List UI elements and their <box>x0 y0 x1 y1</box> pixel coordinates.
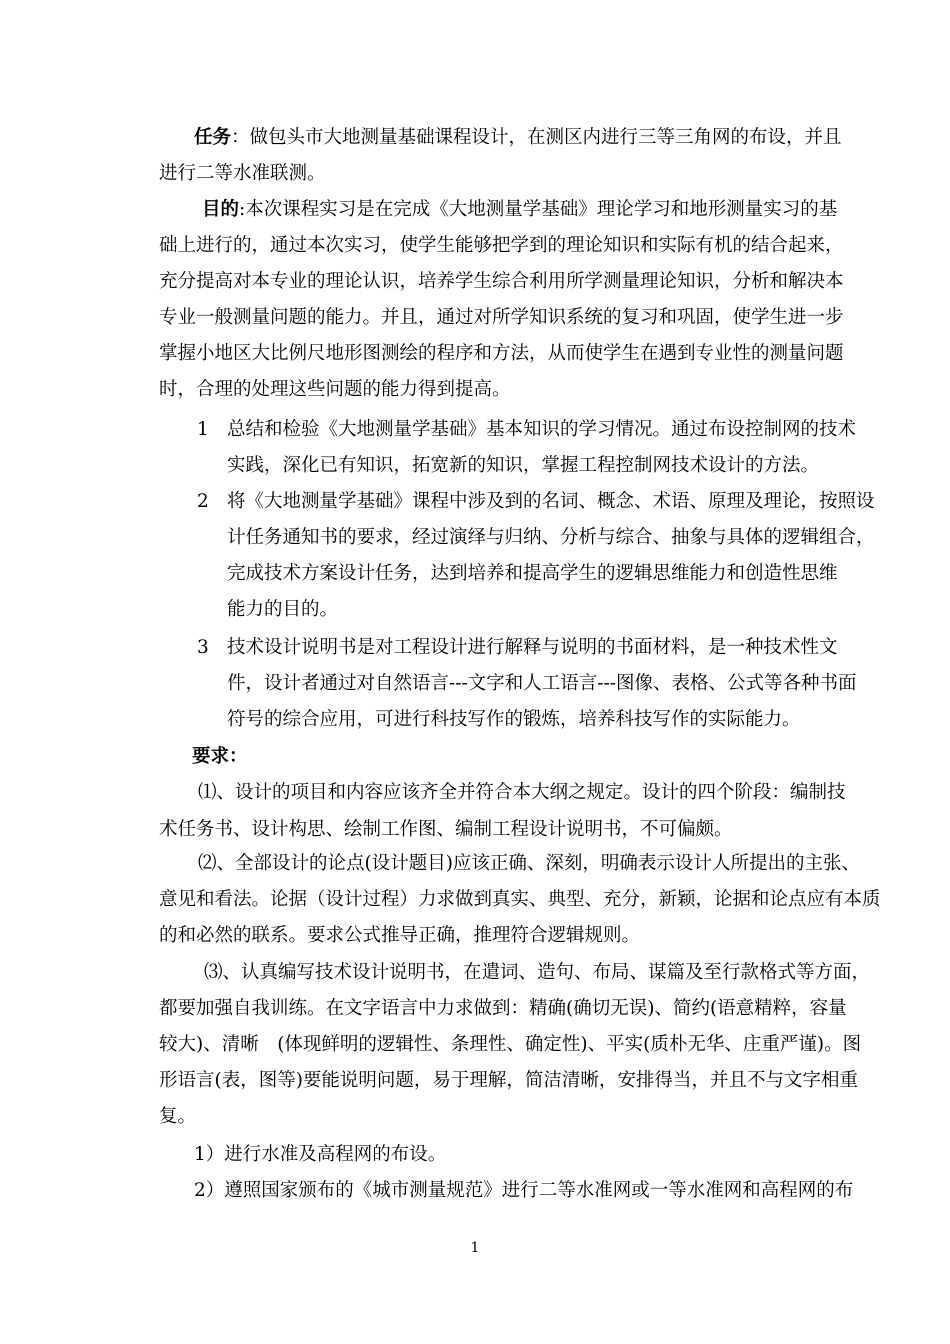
page-number: 1 <box>470 1240 480 1256</box>
objective-2-line-4: 能力的目的。 <box>227 599 339 620</box>
requirement-3-line-5: 复。 <box>159 1106 197 1127</box>
objective-1-line-2: 实践，深化已有知识，拓宽新的知识，掌握工程控制网技术设计的方法。 <box>227 455 820 476</box>
requirement-2-line-3: 的和必然的联系。要求公式推导正确，推理符合逻辑规则。 <box>159 925 641 946</box>
objective-3-line-3: 符号的综合应用，可进行科技写作的锻炼，培养科技写作的实际能力。 <box>227 709 801 730</box>
requirement-3-line-2: 都要加强自我训练。在文字语言中力求做到：精确(确切无误)、简约(语意精粹，容量 <box>159 998 847 1019</box>
objective-1-line-1: 总结和检验《大地测量学基础》基本知识的学习情况。通过布设控制网的技术 <box>227 419 857 440</box>
requirement-3-line-4: 形语言(表，图等)要能说明问题，易于理解，简洁清晰，安排得当，并且不与文字相重 <box>159 1070 858 1091</box>
objective-number-3: 3 <box>197 637 209 658</box>
objective-number-2: 2 <box>197 491 209 512</box>
objective-2-line-3: 完成技术方案设计任务，达到培养和提高学生的逻辑思维能力和创造性思维 <box>227 563 838 584</box>
requirement-1-line-1: ⑴、设计的项目和内容应该齐全并符合本大纲之规定。设计的四个阶段：编制技 <box>198 782 846 803</box>
requirement-3-line-1: ⑶、认真编写技术设计说明书，在遣词、造句、布局、谋篇及至行款格式等方面， <box>204 962 871 983</box>
purpose-line-6: 时，合理的处理这些问题的能力得到提高。 <box>159 379 511 400</box>
purpose-line-5: 掌握小地区大比例尺地形图测绘的程序和方法，从而使学生在遇到专业性的测量问题 <box>159 343 844 364</box>
purpose-line-4: 专业一般测量问题的能力。并且，通过对所学知识系统的复习和巩固，使学生进一步 <box>159 307 844 328</box>
requirement-3-line-3: 较大)、清晰 (体现鲜明的逻辑性、条理性、确定性)、平实(质朴无华、庄重严谨)。图 <box>159 1034 862 1055</box>
requirement-2-line-2: 意见和看法。论据（设计过程）力求做到真实、典型、充分，新颖，论据和论点应有本质 <box>159 889 881 910</box>
purpose-line-1: 目的:本次课程实习是在完成《大地测量学基础》理论学习和地形测量实习的基 <box>202 199 838 220</box>
objective-2-line-1: 将《大地测量学基础》课程中涉及到的名词、概念、术语、原理及理论，按照设 <box>227 491 875 512</box>
requirements-heading: 要求： <box>192 746 248 767</box>
objective-3-line-2: 件，设计者通过对自然语言---文字和人工语言---图像、表格、公式等各种书面 <box>227 673 857 694</box>
task-label: 任务 <box>194 127 232 148</box>
task-line-2: 进行二等水准联测。 <box>159 163 326 184</box>
purpose-line-2: 础上进行的，通过本次实习，使学生能够把学到的理论知识和实际有机的结合起来， <box>159 235 844 256</box>
purpose-line-3: 充分提高对本专业的理论认识，培养学生综合利用所学测量理论知识，分析和解决本 <box>159 271 844 292</box>
purpose-label: 目的 <box>202 199 240 220</box>
task-line-1: 任务：做包头市大地测量基础课程设计，在测区内进行三等三角网的布设，并且 <box>194 127 842 148</box>
objective-number-1: 1 <box>197 419 209 440</box>
step-2: 2）遵照国家颁布的《城市测量规范》进行二等水准网或一等水准网和高程网的布 <box>194 1180 854 1201</box>
requirement-1-line-2: 术任务书、设计构思、绘制工作图、编制工程设计说明书，不可偏颇。 <box>159 819 733 840</box>
requirement-2-line-1: ⑵、全部设计的论点(设计题目)应该正确、深刻，明确表示设计人所提出的主张、 <box>198 853 860 874</box>
objective-2-line-2: 计任务通知书的要求，经过演绎与归纳、分析与综合、抽象与具体的逻辑组合， <box>227 527 875 548</box>
step-1: 1）进行水准及高程网的布设。 <box>194 1144 447 1165</box>
objective-3-line-1: 技术设计说明书是对工程设计进行解释与说明的书面材料，是一种技术性文 <box>227 637 838 658</box>
